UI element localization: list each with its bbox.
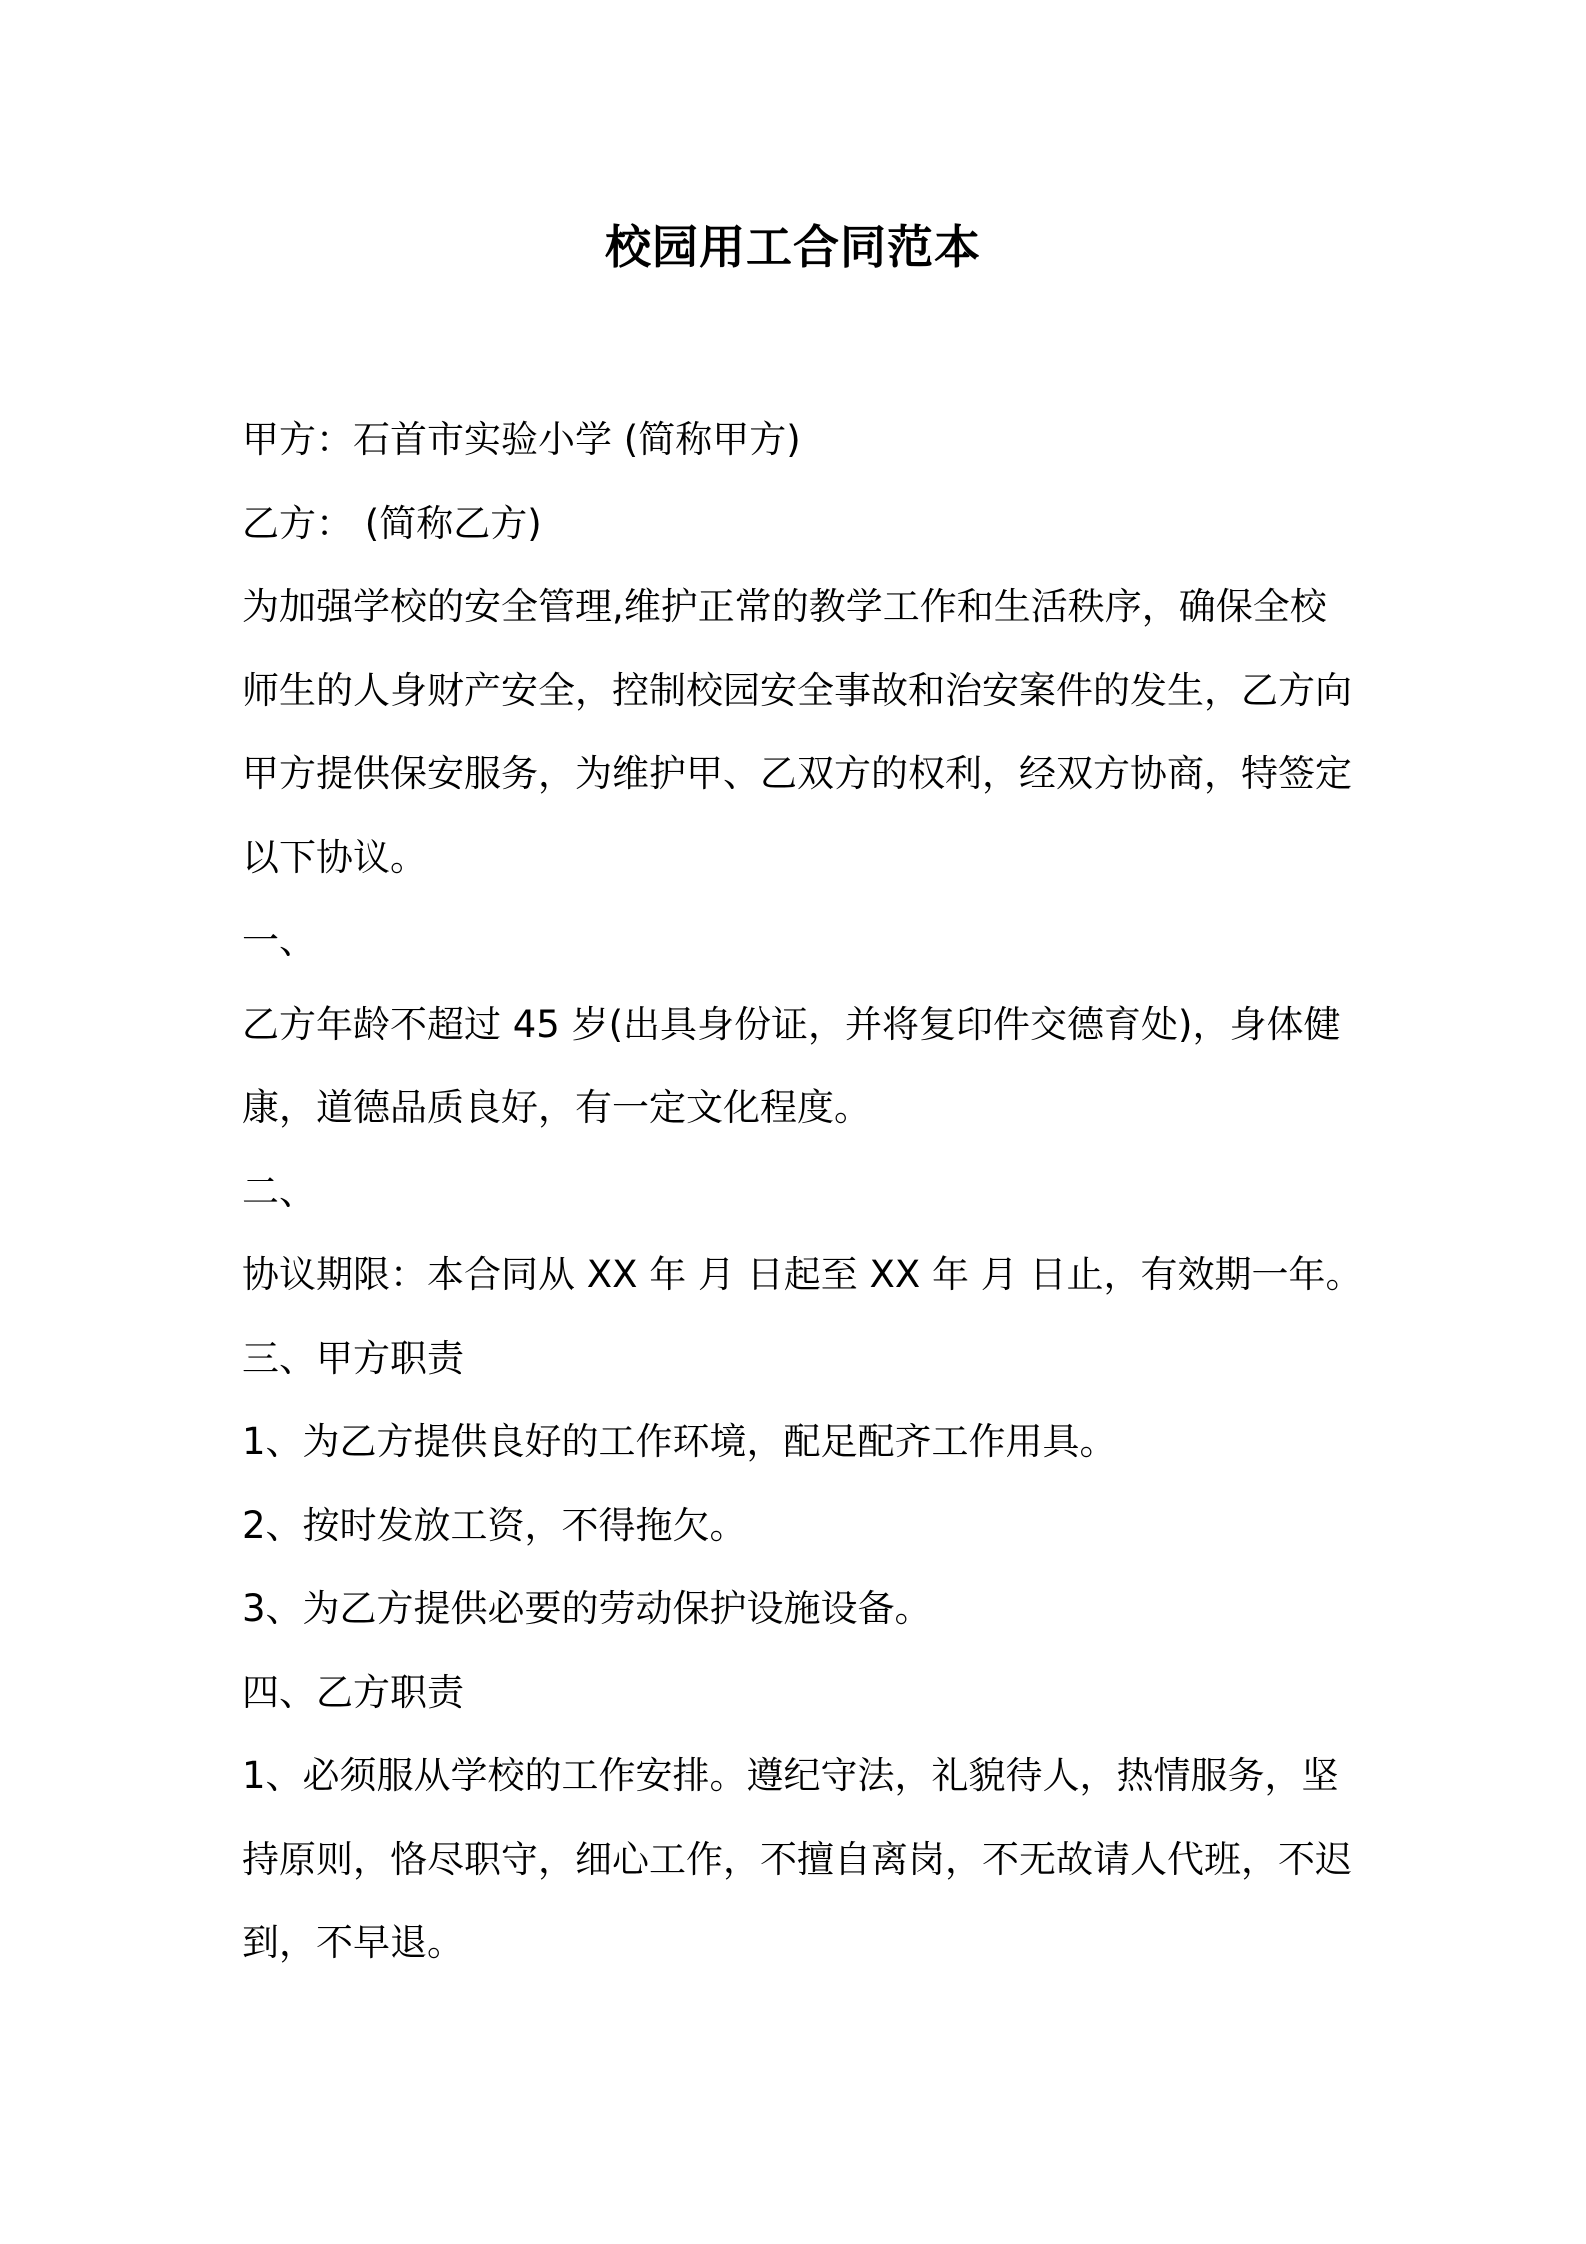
preamble-line: 为加强学校的安全管理,维护正常的教学工作和生活秩序，确保全校	[242, 585, 1327, 628]
clause-line: 协议期限：本合同从 XX 年 月 日起至 XX 年 月 日止，有效期一年。	[242, 1253, 1363, 1296]
clause-line: 1、必须服从学校的工作安排。遵纪守法，礼貌待人，热情服务，坚	[242, 1754, 1339, 1797]
clause-line: 持原则，恪尽职守，细心工作，不擅自离岗，不无故请人代班，不迟	[242, 1837, 1352, 1881]
document-title: 校园用工合同范本	[605, 220, 981, 274]
party-b-line: 乙方： (简称乙方)	[242, 501, 542, 545]
clause-line: 乙方年龄不超过 45 岁(出具身份证，并将复印件交德育处)，身体健	[242, 1002, 1341, 1046]
clause-line: 3、为乙方提供必要的劳动保护设施设备。	[242, 1587, 932, 1630]
party-a-line: 甲方：石首市实验小学 (简称甲方)	[242, 418, 801, 461]
clause-line: 1、为乙方提供良好的工作环境，配足配齐工作用具。	[242, 1420, 1117, 1463]
section-heading: 三、甲方职责	[242, 1336, 464, 1380]
preamble-line: 甲方提供保安服务，为维护甲、乙双方的权利，经双方协商，特签定	[242, 752, 1352, 795]
section-heading: 二、	[242, 1169, 316, 1213]
section-heading: 四、乙方职责	[242, 1670, 464, 1714]
clause-line: 康，道德品质良好，有一定文化程度。	[242, 1086, 871, 1129]
preamble-line: 以下协议。	[242, 835, 427, 879]
document-body	[242, 398, 1372, 1985]
preamble-line: 师生的人身财产安全，控制校园安全事故和治安案件的发生，乙方向	[242, 668, 1352, 712]
section-heading: 一、	[242, 919, 316, 962]
clause-line: 2、按时发放工资，不得拖欠。	[242, 1503, 747, 1547]
clause-line: 到，不早退。	[242, 1921, 464, 1964]
